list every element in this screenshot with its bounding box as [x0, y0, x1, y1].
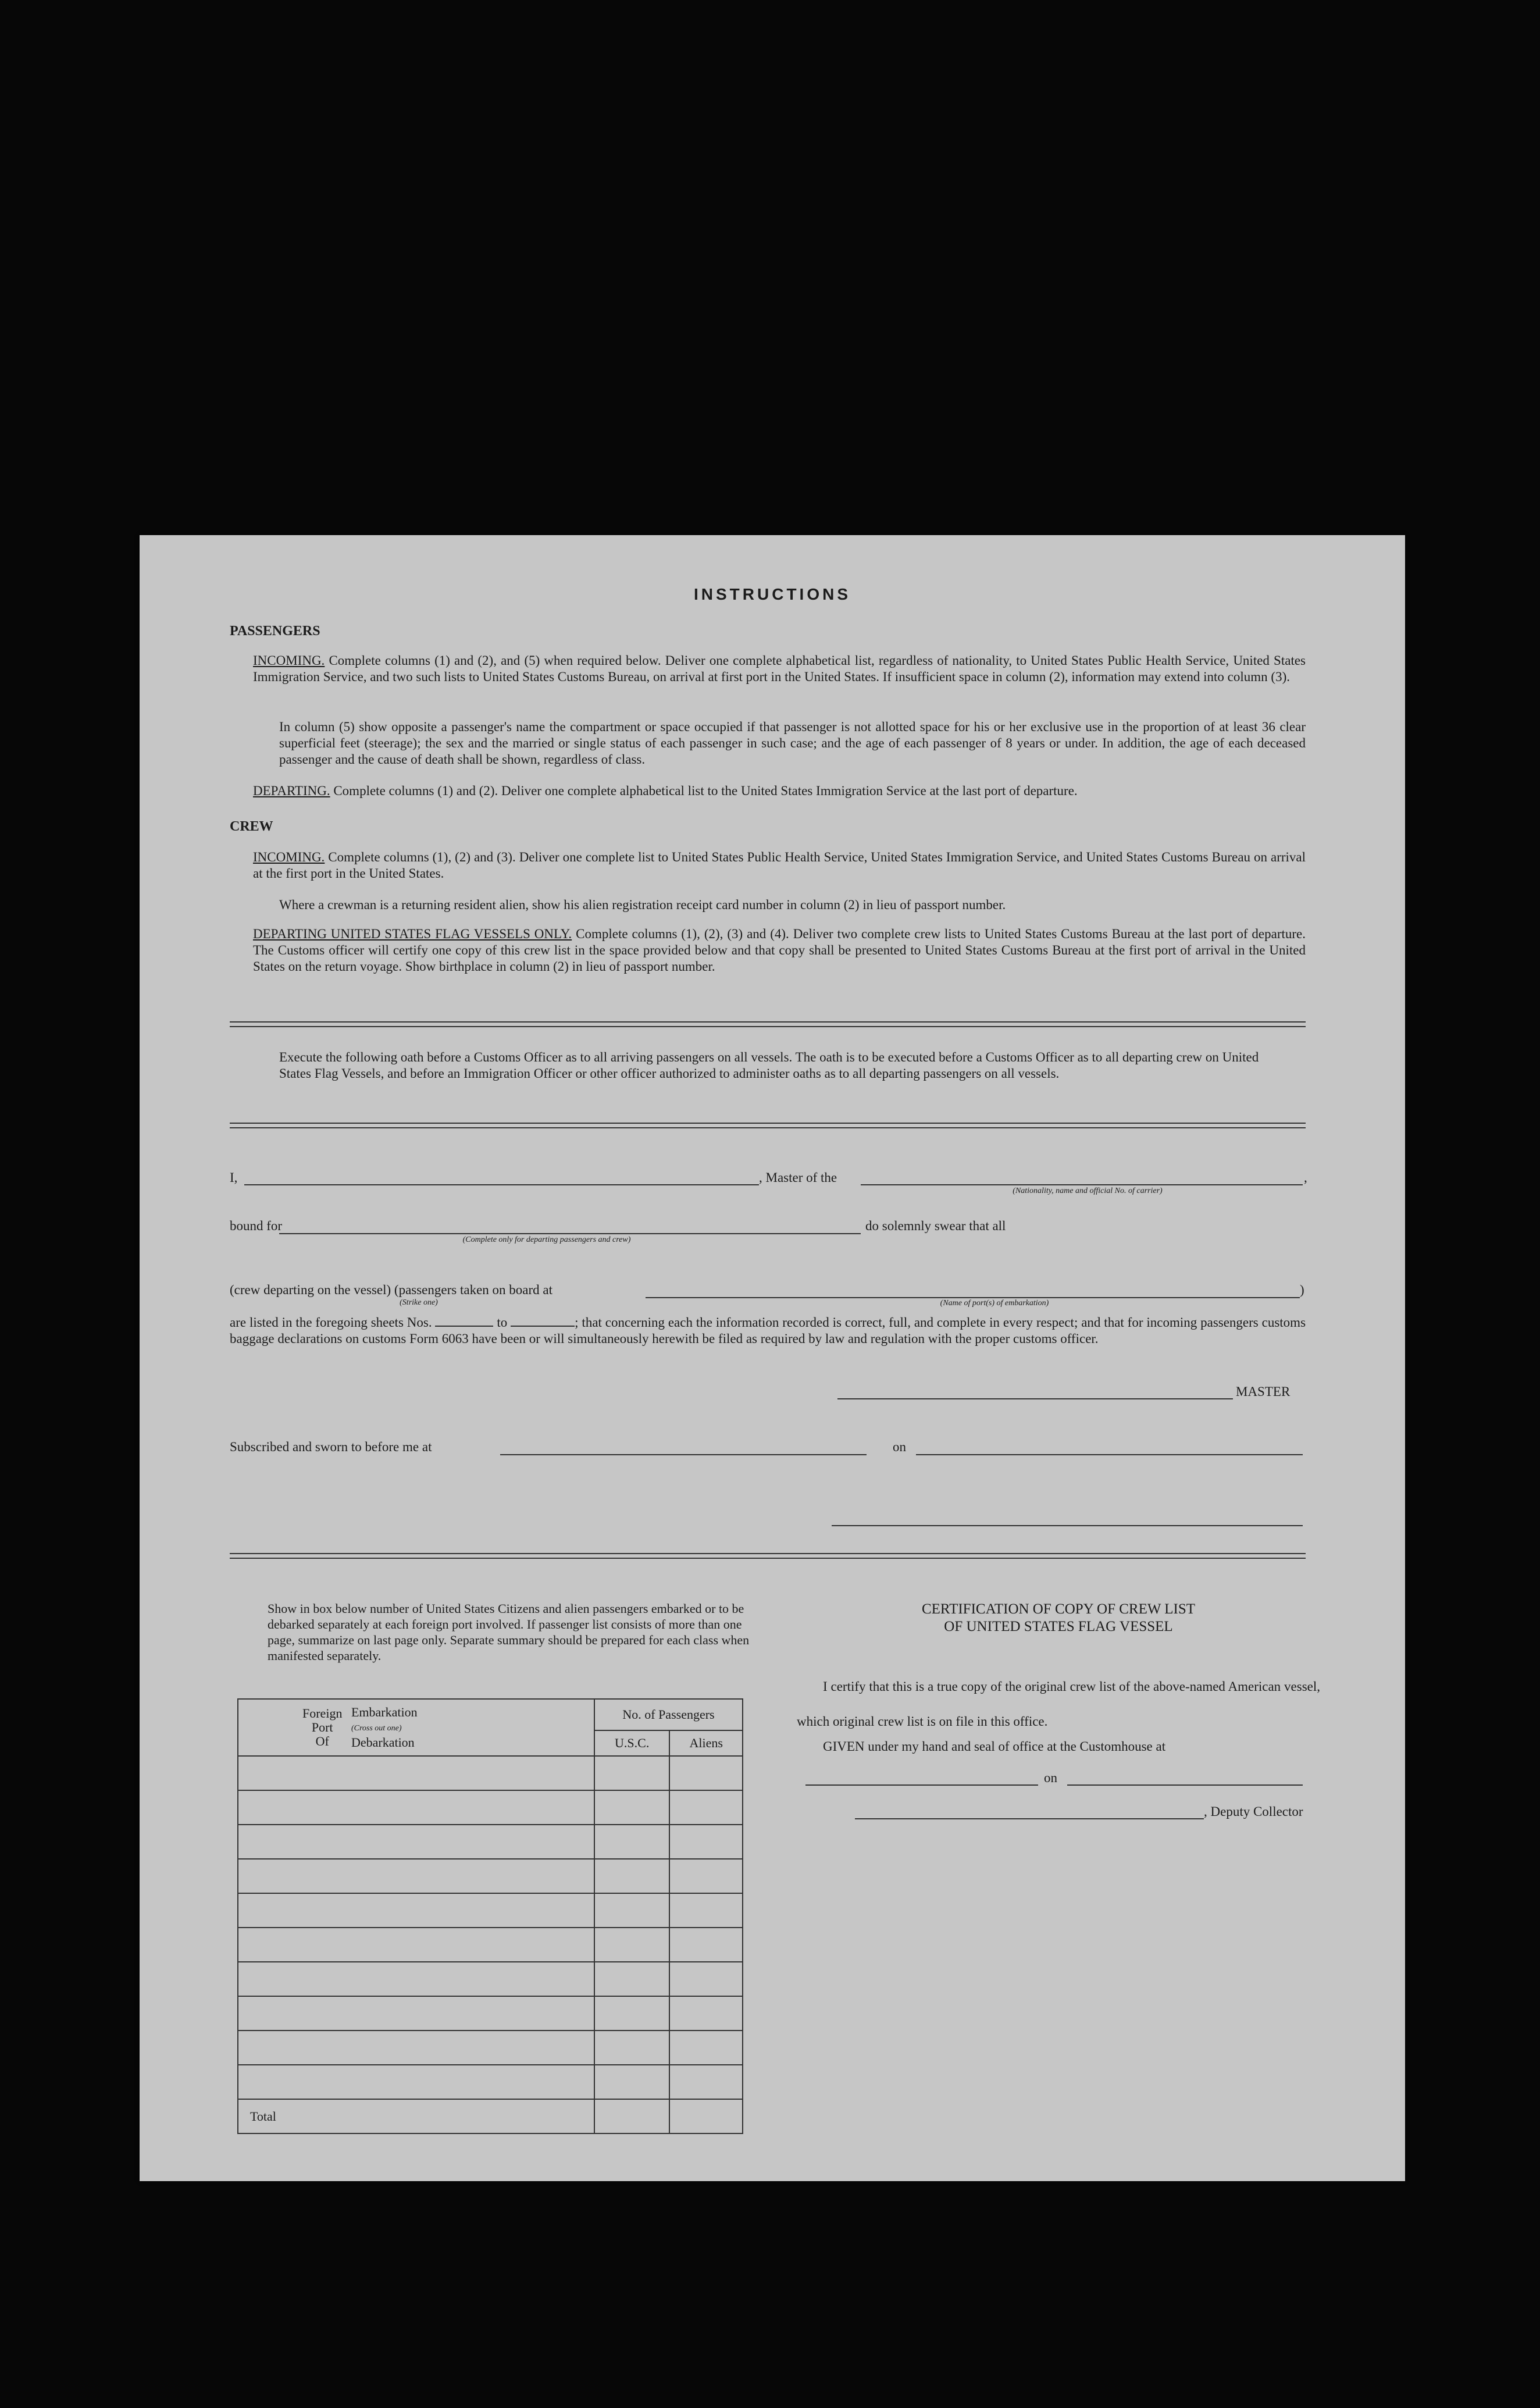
passengers-heading: PASSENGERS: [230, 624, 320, 639]
carrier-caption: (Nationality, name and official No. of carrier): [1013, 1187, 1163, 1195]
passengers-column-header: No. of Passengers: [594, 1699, 743, 1730]
section-divider: [230, 1553, 1306, 1559]
header-port: Port: [311, 1720, 333, 1734]
total-row: [238, 2099, 743, 2133]
bound-for-field[interactable]: [279, 1233, 861, 1234]
crew-departing-label: (crew departing on the vessel) (passengers taken on board at: [230, 1283, 552, 1297]
swear-label: do solemnly swear that all: [865, 1219, 1006, 1233]
cert-on-label: on: [1044, 1771, 1057, 1785]
subscribed-label: Subscribed and sworn to before me at: [230, 1440, 432, 1454]
carrier-field[interactable]: [861, 1184, 1303, 1185]
master-signature-field[interactable]: [837, 1398, 1233, 1399]
aliens-column-header: Aliens: [669, 1730, 743, 1756]
crew-resident-text: Where a crewman is a returning resident alien, show his alien registration receipt card number in column (2) in lieu of passport number.: [279, 897, 1006, 912]
crew-departing-label: DEPARTING UNITED STATES FLAG VESSELS ONLY.: [253, 927, 572, 941]
officer-signature-field[interactable]: [832, 1525, 1303, 1526]
deputy-collector-label: , Deputy Collector: [1204, 1804, 1303, 1819]
passengers-departing-paragraph: [253, 783, 1306, 799]
passengers-incoming-label: INCOMING.: [253, 653, 325, 668]
sworn-place-field[interactable]: [500, 1454, 867, 1455]
listed-prefix: are listed in the foregoing sheets Nos.: [230, 1315, 432, 1330]
certification-title: [797, 1601, 1320, 1636]
sheet-from-field[interactable]: [435, 1326, 493, 1327]
table-row: [238, 1893, 743, 1928]
embarkation-port-field[interactable]: [646, 1297, 1300, 1298]
crew-incoming-label: INCOMING.: [253, 850, 325, 864]
passengers-incoming-paragraph: [253, 653, 1306, 685]
to-label: to: [497, 1315, 508, 1330]
table-row: [238, 1790, 743, 1825]
usc-column-header: U.S.C.: [594, 1730, 669, 1756]
table-row: [238, 1962, 743, 1996]
crew-incoming-paragraph: [253, 849, 1306, 882]
table-row: [238, 1928, 743, 1962]
on-label: on: [893, 1440, 906, 1454]
sworn-date-field[interactable]: [916, 1454, 1303, 1455]
header-foreign: Foreign: [302, 1706, 343, 1720]
strike-caption: (Strike one): [400, 1298, 438, 1307]
certification-title-line2: OF UNITED STATES FLAG VESSEL: [944, 1619, 1173, 1634]
master-name-field[interactable]: [244, 1184, 759, 1185]
customhouse-field[interactable]: [805, 1784, 1038, 1786]
sheet-to-field[interactable]: [511, 1326, 575, 1327]
table-row: [238, 1996, 743, 2031]
table-row: [238, 1825, 743, 1859]
form-page: [140, 535, 1405, 2181]
header-embarkation: Embarkation: [351, 1705, 418, 1719]
table-row: [238, 1859, 743, 1893]
close-paren: ): [1300, 1283, 1304, 1297]
crew-incoming-text: Complete columns (1), (2) and (3). Deliver one complete list to United States Public Health Service, United States Immigration Service, and United States Customs Bureau on arrival at the first port in the United States.: [253, 850, 1306, 881]
listed-paragraph: [230, 1315, 1306, 1347]
header-of: Of: [315, 1734, 329, 1748]
page-title: INSTRUCTIONS: [694, 585, 851, 603]
master-of-label: , Master of the: [759, 1170, 837, 1185]
master-label: MASTER: [1236, 1384, 1291, 1399]
total-label: Total: [238, 2099, 594, 2133]
crew-heading: CREW: [230, 819, 273, 834]
summary-instruction: Show in box below number of United States Citizens and alien passengers embarked or to be debarked separately at each foreign port involved. If passenger list consists of more than one page, summarize on last page only. Separate summary should be prepared for each class when manifested separately.: [268, 1601, 750, 1663]
section-divider: [230, 1021, 1306, 1027]
deputy-signature-field[interactable]: [855, 1818, 1204, 1819]
comma: ,: [1304, 1170, 1307, 1185]
table-row: [238, 2031, 743, 2065]
passengers-departing-text: Complete columns (1) and (2). Deliver one complete alphabetical list to the United States Immigration Service at the last port of departure.: [333, 783, 1078, 798]
port-caption: (Name of port(s) of embarkation): [940, 1299, 1049, 1308]
section-divider: [230, 1123, 1306, 1128]
crew-departing-paragraph: [253, 926, 1306, 975]
oath-instruction: Execute the following oath before a Customs Officer as to all arriving passengers on all vessels. The oath is to be executed before a Customs Officer as to all departing crew on United States Flag Vessels, and before an Immigration Officer or other officer authorized to administer oaths as to all departing passengers on all vessels.: [279, 1050, 1259, 1081]
cert-date-field[interactable]: [1067, 1784, 1303, 1786]
certify-text: I certify that this is a true copy of the original crew list of the above-named American vessel, which original crew list is on file in this office.: [797, 1679, 1320, 1729]
passengers-column5-text: In column (5) show opposite a passenger's name the compartment or space occupied if that passenger is not allotted space for his or her exclusive use in the proportion of at least 36 clear superficial feet (steerage); the sex and the married or single status of each passenger in such case; and the age of each passenger of 8 years or under. In addition, the age of each deceased passenger and the cause of death shall be shown, regardless of class.: [279, 719, 1306, 767]
i-label: I,: [230, 1170, 238, 1185]
header-cross-out: (Cross out one): [351, 1724, 402, 1733]
table-row: [238, 1756, 743, 1790]
certification-title-line1: CERTIFICATION OF COPY OF CREW LIST: [921, 1601, 1196, 1617]
passenger-summary-table: [237, 1698, 743, 2134]
table-row: [238, 2065, 743, 2099]
given-text: GIVEN under my hand and seal of office at the Customhouse at: [823, 1739, 1166, 1754]
passengers-departing-label: DEPARTING.: [253, 783, 330, 798]
port-column-header: [238, 1699, 594, 1756]
header-debarkation: Debarkation: [351, 1735, 415, 1750]
bound-for-label: bound for: [230, 1219, 283, 1233]
listed-rest: ; that concerning each the information recorded is correct, full, and complete in every respect; and that for incoming passengers customs baggage declarations on customs Form 6063 have been or will simultaneously herewith be filed as required by law and regulation with the proper customs officer.: [230, 1315, 1306, 1346]
bound-caption: (Complete only for departing passengers and crew): [462, 1235, 631, 1244]
passengers-incoming-text: Complete columns (1) and (2), and (5) when required below. Deliver one complete alphabetical list, regardless of nationality, to United States Public Health Service, United States Immigration Service, and two such lists to United States Customs Bureau, on arrival at first port in the United States. If insufficient space in column (2), information may extend into column (3).: [253, 653, 1306, 684]
crew-departing-text: Complete columns (1), (2), (3) and (4). Deliver two complete crew lists to United States Customs Bureau at the last port of departure. The Customs officer will certify one copy of this crew list in the space provided below and that copy shall be presented to United States Customs Bureau at the first port of arrival in the United States on the return voyage. Show birthplace in column (2) in lieu of passport number.: [253, 927, 1306, 974]
